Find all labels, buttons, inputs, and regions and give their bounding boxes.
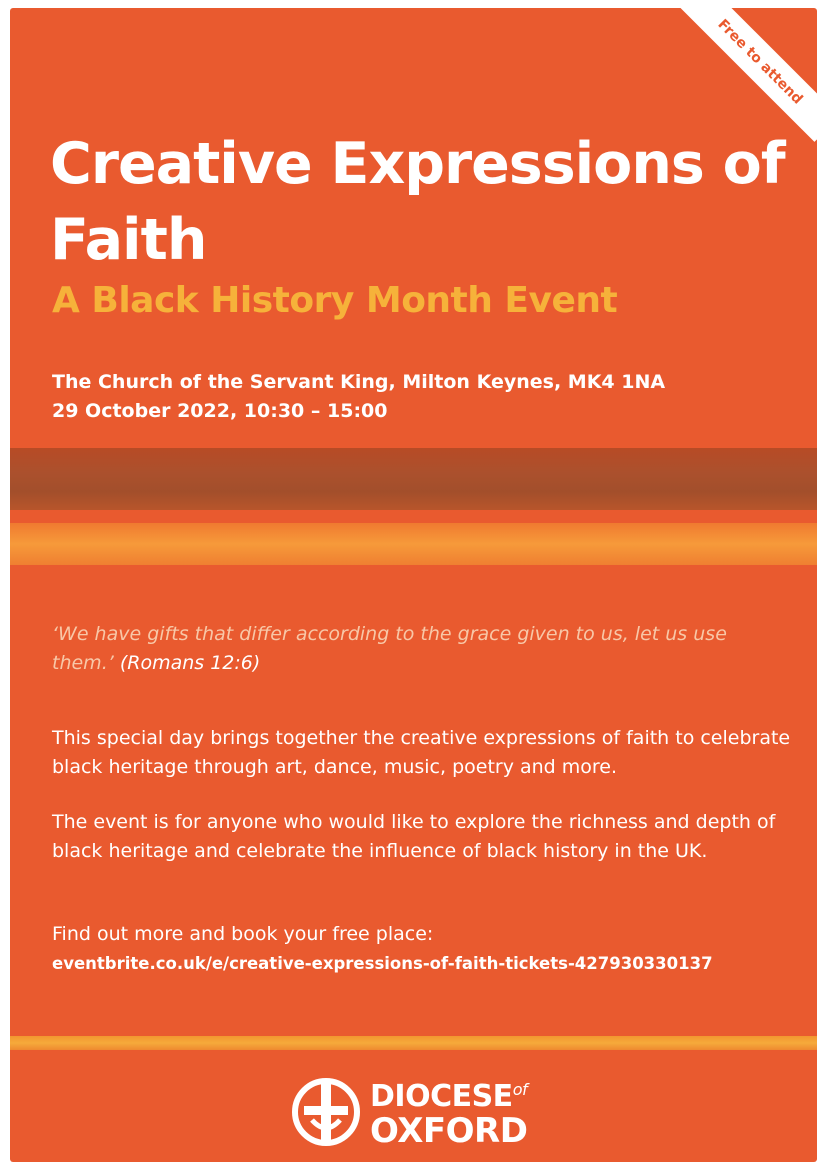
booking-link[interactable]: eventbrite.co.uk/e/creative-expressions-of-faith-tickets-427930330137 — [52, 954, 713, 973]
booking-info — [52, 920, 792, 978]
logo-line2: OXFORD — [370, 1111, 528, 1151]
description-paragraph-2: The event is for anyone who would like to explore the richness and depth of black heritage and celebrate the influence of black history in the UK. — [52, 811, 776, 862]
quote-text: ‘We have gifts that differ according to the grace given to us, let us use them.’ — [52, 623, 727, 674]
decorative-band-bottom — [10, 1036, 817, 1050]
logo-of: of — [512, 1080, 528, 1099]
venue-text: The Church of the Servant King, Milton Keynes, MK4 1NA — [52, 371, 666, 393]
diocese-cross-icon — [290, 1076, 362, 1148]
decorative-band-dark — [10, 448, 817, 510]
booking-label: Find out more and book your free place: — [52, 923, 434, 945]
free-to-attend-label: Free to attend — [714, 16, 806, 108]
date-time-text: 29 October 2022, 10:30 – 15:00 — [52, 400, 388, 422]
bible-quote — [52, 620, 772, 678]
quote-reference: (Romans 12:6) — [119, 652, 261, 674]
decorative-band-orange — [10, 523, 817, 565]
page-title: Creative Expressions of Faith — [50, 131, 785, 273]
diocese-logo — [290, 1074, 527, 1149]
page-subtitle: A Black History Month Event — [52, 280, 618, 321]
event-details — [52, 368, 665, 426]
poster — [10, 8, 817, 1162]
free-to-attend-ribbon — [680, 8, 817, 142]
logo-wordmark — [370, 1074, 527, 1149]
description-paragraph-1: This special day brings together the creative expressions of faith to celebrate black heritage through art, dance, music, poetry and more. — [52, 727, 791, 778]
logo-line1: DIOCESE — [370, 1079, 513, 1114]
